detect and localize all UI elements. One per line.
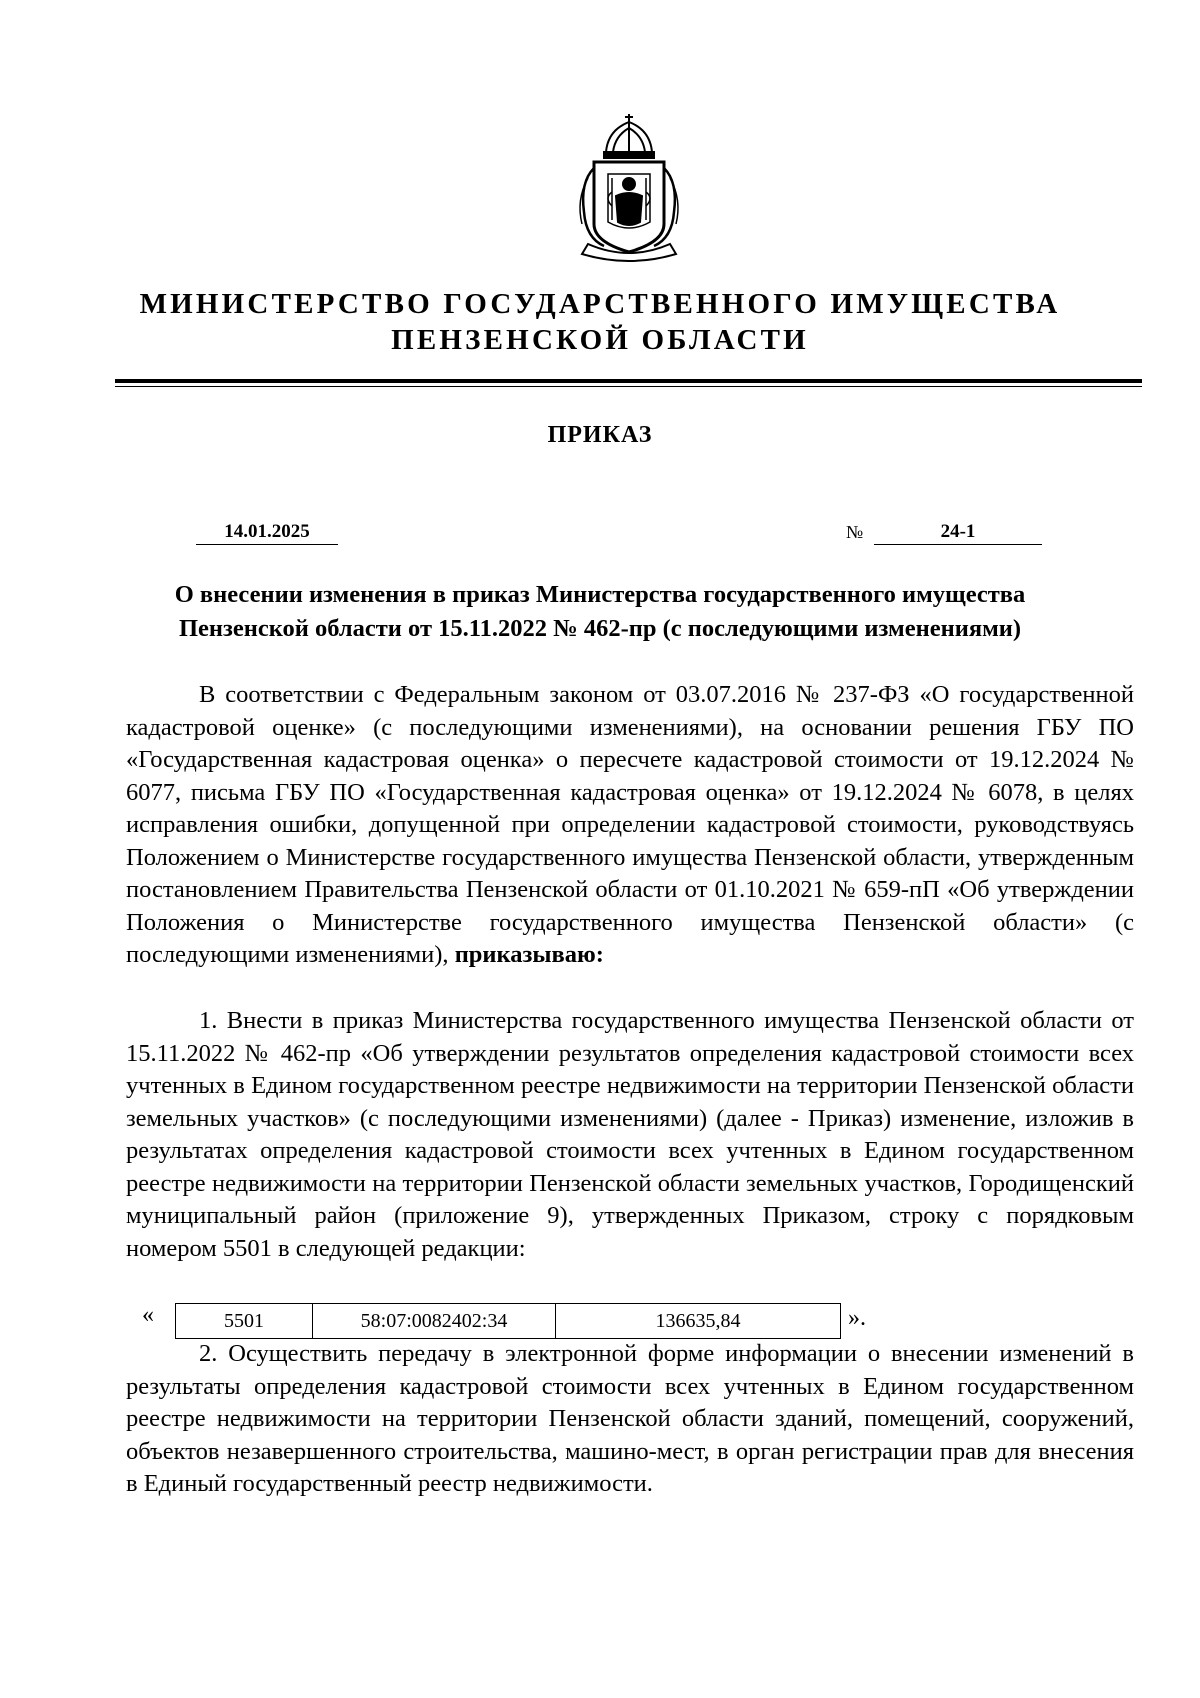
row-number-cell: 5501	[176, 1304, 313, 1339]
order-number: 24-1	[874, 521, 1042, 545]
ministry-name-line1: МИНИСТЕРСТВО ГОСУДАРСТВЕННОГО ИМУЩЕСТВА	[139, 288, 1061, 320]
document-type-title: ПРИКАЗ	[547, 422, 653, 448]
order-date: 14.01.2025	[196, 521, 338, 545]
cadastral-number-cell: 58:07:0082402:34	[313, 1304, 556, 1339]
preamble-text: В соответствии с Федеральным законом от 03.07.2016 № 237-ФЗ «О государственной кадастровой оценке» (с последующими изменениями), на основании решения ГБУ ПО «Государственная кадастровая оценка» о пересчете кадастровой стоимости от 19.12.2024 № 6077, письма ГБУ ПО «Государственная кадастровая оценка» от 19.12.2024 № 6078, в целях исправления ошибки, допущенной при определении кадастровой стоимости, руководствуясь Положением о Министерстве государственного имущества Пензенской области, утвержденным постановлением Правительства Пензенской области от 01.10.2021 № 659-пП «Об утверждении Положения о Министерстве государственного имущества Пензенской области» (с последующими изменениями),	[126, 681, 1134, 968]
table-open-quote: «	[142, 1302, 154, 1328]
subject-line2: Пензенской области от 15.11.2022 № 462-пр (с последующими изменениями)	[178, 615, 1022, 642]
penza-region-coat-of-arms-icon	[568, 112, 690, 262]
header-divider-thin	[115, 386, 1142, 387]
cadastral-value-row-table	[175, 1303, 841, 1339]
table-close-quote: ».	[848, 1305, 866, 1331]
item-1-paragraph	[126, 1005, 1134, 1265]
number-sign: №	[846, 522, 864, 542]
preamble-paragraph	[126, 679, 1134, 972]
subject-line1: О внесении изменения в приказ Министерства государственного имущества	[174, 581, 1026, 608]
ministry-name-line2: ПЕНЗЕНСКОЙ ОБЛАСТИ	[391, 324, 809, 356]
directive-word: приказываю:	[454, 941, 604, 968]
item-1-text: 1. Внести в приказ Министерства государственного имущества Пензенской области от 15.11.2022 № 462-пр «Об утверждении результатов определения кадастровой стоимости всех учтенных в Едином государственном реестре недвижимости на территории Пензенской области земельных участков» (с последующими изменениями) (далее - Приказ) изменение, изложив в результатах определения кадастровой стоимости всех учтенных в Едином государственном реестре недвижимости на территории Пензенской области земельных участков, Городищенский муниципальный район (приложение 9), утвержденных Приказом, строку с порядковым номером 5501 в следующей редакции:	[126, 1007, 1134, 1262]
cadastral-value-cell: 136635,84	[556, 1304, 841, 1339]
header-divider-thick	[115, 379, 1142, 383]
table-row	[176, 1304, 841, 1339]
item-2-text: 2. Осуществить передачу в электронной форме информации о внесении изменений в результаты определения кадастровой стоимости всех учтенных в Едином государственном реестре недвижимости на территории Пензенской области зданий, помещений, сооружений, объектов незавершенного строительства, машино-мест, в орган регистрации прав для внесения в Единый государственный реестр недвижимости.	[126, 1340, 1134, 1497]
item-2-paragraph	[126, 1338, 1134, 1501]
